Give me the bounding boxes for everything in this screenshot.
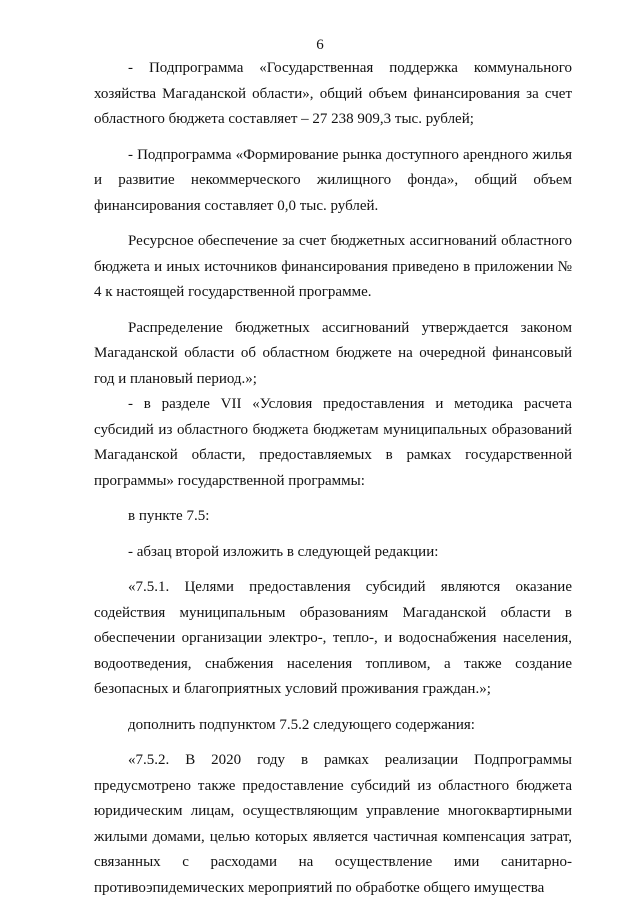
paragraph-add-7-5-2: дополнить подпунктом 7.5.2 следующего содержания: [128,716,475,733]
paragraph-7-5-2: «7.5.2. В 2020 году в рамках реализации Подпрограммы предусмотрено также предоставление субсидий из областного бюджета юридическим лицам, осуществляющим управление многоквартирными жилыми домами, целью которых является частичная компенсация затрат, связанных с расходами на осуществление ими санитарно-противоэпидемических мероприятий по обработке общего имущества [94,752,572,896]
document-body [94,56,572,901]
paragraph-subprogram-rental-housing: - Подпрограмма «Формирование рынка доступного арендного жилья и развитие некоммерческого жилищного фонда», общий объем финансирования составляет 0,0 тыс. рублей. [94,146,572,214]
paragraph-clause-7-5: в пункте 7.5: [128,508,210,524]
paragraph-budget-distribution: Распределение бюджетных ассигнований утверждается законом Магаданской области об областном бюджете на очередной финансовый год и плановый период.»; [94,319,572,387]
paragraph-7-5-1: «7.5.1. Целями предоставления субсидий являются оказание содействия муниципальным образованиям Магаданской области в обеспечении организации электро-, тепло-, и водоснабжения населения, водоотведения, снабжения населения топливом, а также создание безопасных и благоприятных условий проживания граждан.»; [94,579,572,697]
page-number: 6 [316,37,324,53]
paragraph-subprogram-communal: - Подпрограмма «Государственная поддержка коммунального хозяйства Магаданской области», общий объем финансирования за счет областного бюджета составляет – 27 238 909,3 тыс. рублей; [94,60,572,127]
paragraph-second-abstract: - абзац второй изложить в следующей редакции: [128,543,439,560]
paragraph-section-vii: - в разделе VII «Условия предоставления и методика расчета субсидий из областного бюджета бюджетам муниципальных образований Магаданской области, предоставляемых в рамках государственной программы» государственной программы: [94,396,572,489]
paragraph-resource-provision: Ресурсное обеспечение за счет бюджетных ассигнований областного бюджета и иных источников финансирования приведено в приложении № 4 к настоящей государственной программе. [94,233,572,300]
